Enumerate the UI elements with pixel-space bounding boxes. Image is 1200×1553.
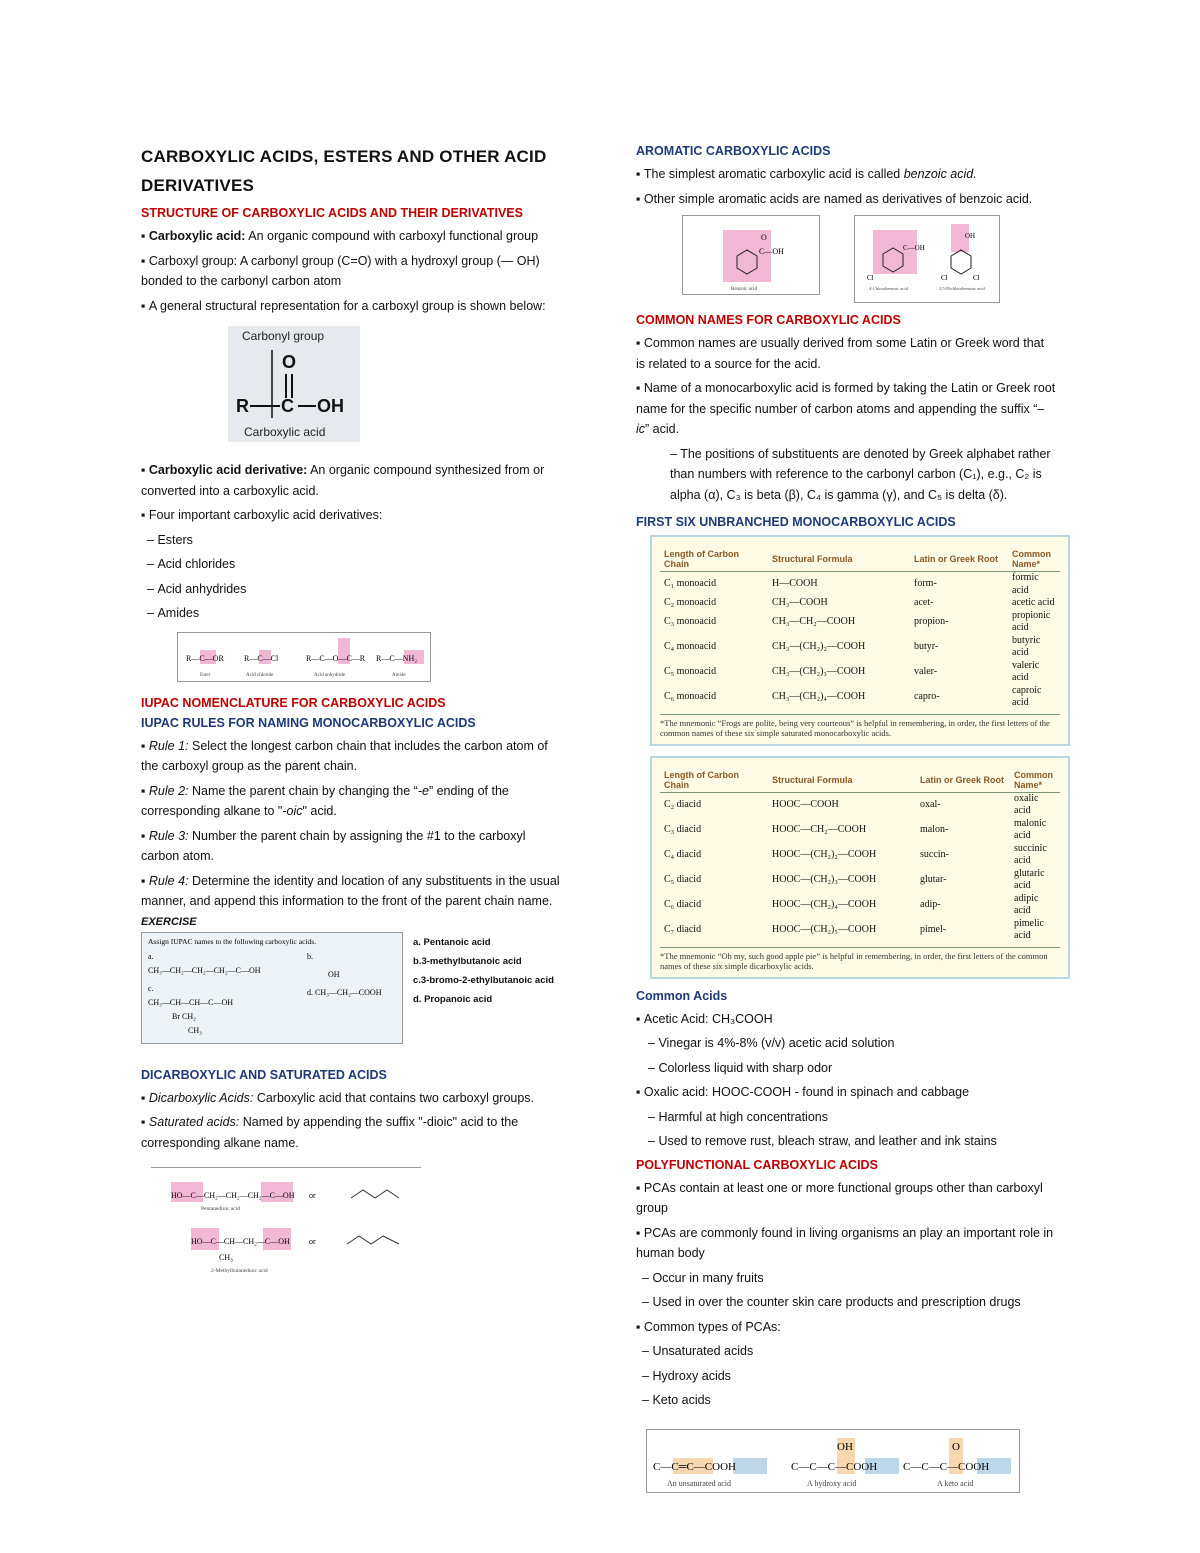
pca-o: O: [952, 1440, 960, 1453]
svg-text:R—C—Cl: R—C—Cl: [244, 653, 279, 663]
benzoic-label: Benzoic acid: [731, 287, 757, 292]
table-row: C₅ monoacid CH₃—(CH₂)₃—COOH valer- valeric acid: [664, 659, 1040, 683]
table-row: C₃ diacid HOOC—CH₂—COOH malon- malonic acid: [664, 817, 1047, 841]
bullet-pca-1: ▪ PCAs contain at least one or more functional groups other than carboxyl group: [636, 1178, 1056, 1219]
dicarboxylic-table: [660, 768, 1060, 943]
rule-2: ▪ Rule 2: Name the parent chain by changing the “-e” ending of the corresponding alkane to "-oic" acid.: [141, 781, 561, 822]
table-row: C₂ monoacid CH₃—COOH acet- acetic acid: [664, 597, 1055, 608]
substituted-benzoic-figure: [854, 215, 1000, 303]
heading-dicarboxylic: DICARBOXYLIC AND SATURATED ACIDS: [141, 1067, 387, 1082]
deriv-fig-amide: Amide: [392, 672, 406, 678]
deriv-acid-chlorides: – Acid chlorides: [141, 554, 561, 575]
deriv-amides: – Amides: [141, 603, 561, 624]
exercise-answers: [413, 934, 563, 1010]
mono-col-length: Length of Carbon Chain: [660, 547, 768, 572]
monocarboxylic-table: [660, 547, 1060, 710]
heading-common-names: COMMON NAMES FOR CARBOXYLIC ACIDS: [636, 313, 901, 327]
mono-table-note: *The mnemonic “Frogs are polite, being very courteous” is helpful in remembering, in order, the first letters of the common names of these six simple saturated monocarboxylic acids.: [660, 714, 1060, 738]
aromatic-figures: [682, 215, 1056, 303]
dicarb-formula-2: HO—C—CH—CH₂—C—OH: [191, 1237, 290, 1246]
bullet-acetic: ▪ Acetic Acid: CH₃COOH: [636, 1009, 1056, 1030]
exercise-prompt: Assign IUPAC names to the following carboxylic acids.: [148, 936, 317, 946]
dicarboxylic-table-box: [650, 756, 1070, 979]
pca-formula-keto: C—C—C—COOH: [903, 1460, 990, 1473]
answer-b: b.3-methylbutanoic acid: [413, 955, 522, 967]
rule-1: ▪ Rule 1: Select the longest carbon chain that includes the carbon atom of the carboxyl group as the parent chain.: [141, 736, 561, 777]
fig-oh-group: OH: [317, 396, 344, 416]
svg-text:CH₃: CH₃: [188, 1025, 202, 1035]
dichlorobenzoic-label: 3,5-Dichlorobenzoic acid: [939, 286, 985, 291]
di-col-common: Common Name*: [1010, 768, 1060, 793]
table-row: C₅ diacid HOOC—(CH₂)₃—COOH glutar- glutaric acid: [664, 867, 1045, 891]
fig-r-atom: R: [236, 396, 249, 416]
mono-col-formula: Structural Formula: [768, 547, 910, 572]
table-row: C₆ diacid HOOC—(CH₂)₄—COOH adip- adipic acid: [664, 892, 1039, 916]
di-col-length: Length of Carbon Chain: [660, 768, 768, 793]
heading-iupac: IUPAC NOMENCLATURE FOR CARBOXYLIC ACIDS: [141, 695, 446, 710]
bullet-pca-2: ▪ PCAs are commonly found in living organisms an play an important role in human body: [636, 1223, 1056, 1264]
dicarboxylic-figure: [151, 1167, 421, 1278]
monocarboxylic-table-box: [650, 535, 1070, 746]
answer-c: c.3-bromo-2-ethylbutanoic acid: [413, 974, 554, 986]
mono-col-root: Latin or Greek Root: [910, 547, 1008, 572]
pca-label-unsaturated: An unsaturated acid: [667, 1478, 731, 1488]
bullet-monocarboxylic-name: ▪ Name of a monocarboxylic acid is formed by taking the Latin or Greek root name for the specific number of carbon atoms and appending the suffix “–ic” acid.: [636, 378, 1056, 440]
bullet-latin-greek: ▪ Common names are usually derived from some Latin or Greek word that is related to a source for the acid.: [636, 333, 1056, 374]
deriv-esters: – Esters: [141, 530, 561, 551]
mono-col-common: Common Name*: [1008, 547, 1060, 572]
svg-text:a.: a.: [148, 951, 154, 961]
rule-4: ▪ Rule 4: Determine the identity and location of any substituents in the usual manner, and append this information to the front of the parent chain name.: [141, 871, 561, 912]
dicarb-formula-1: HO—C—CH₂—CH₂—CH₂—C—OH: [171, 1191, 295, 1200]
bullet-four-derivatives: ▪ Four important carboxylic acid derivatives:: [141, 505, 561, 526]
table-row: C₁ monoacid H—COOH form- formic acid: [664, 572, 1039, 596]
svg-text:R—C—O—C—R: R—C—O—C—R: [306, 653, 366, 663]
pca-sub-2: – Used in over the counter skin care products and prescription drugs: [636, 1292, 1056, 1313]
pca-type-unsaturated: – Unsaturated acids: [636, 1341, 1056, 1362]
bullet-general-structure: ▪ A general structural representation for a carboxyl group is shown below:: [141, 296, 561, 317]
svg-text:b.: b.: [307, 951, 313, 961]
dicarb-label-1: Pentanedioic acid: [201, 1206, 240, 1212]
svg-text:d. CH₃—CH₂—COOH: d. CH₃—CH₂—COOH: [307, 987, 382, 997]
svg-text:CH₃: CH₃: [219, 1253, 233, 1262]
di-col-formula: Structural Formula: [768, 768, 916, 793]
acetic-sub-2: – Colorless liquid with sharp odor: [636, 1058, 1056, 1079]
pca-sub-1: – Occur in many fruits: [636, 1268, 1056, 1289]
bullet-carboxyl-group: ▪ Carboxyl group: A carbonyl group (C=O) with a hydroxyl group (— OH) bonded to the carbonyl carbon atom: [141, 251, 561, 292]
pca-type-keto: – Keto acids: [636, 1390, 1056, 1411]
deriv-acid-anhydrides: – Acid anhydrides: [141, 579, 561, 600]
di-table-note: *The mnemonic “Oh my, such good apple pie” is helpful in remembering, in order, the first letters of the common names of these six simple dicarboxylic acids.: [660, 947, 1060, 971]
bullet-derivatives-benzoic: ▪ Other simple aromatic acids are named as derivatives of benzoic acid.: [636, 189, 1056, 210]
acetic-sub-1: – Vinegar is 4%-8% (v/v) acetic acid solution: [636, 1033, 1056, 1054]
bullet-derivative: ▪ Carboxylic acid derivative: An organic compound synthesized from or converted into a carboxylic acid.: [141, 460, 561, 501]
table-row: C₄ diacid HOOC—(CH₂)₂—COOH succin- succinic acid: [664, 842, 1047, 866]
svg-text:R—C—NH₂: R—C—NH₂: [376, 653, 418, 663]
pca-label-hydroxy: A hydroxy acid: [807, 1478, 857, 1488]
deriv-fig-ester: Ester: [200, 672, 211, 678]
fig-o-atom: O: [282, 352, 297, 372]
svg-text:Cl: Cl: [973, 274, 980, 282]
svg-text:Cl: Cl: [867, 274, 874, 282]
svg-text:C—OH: C—OH: [759, 247, 784, 256]
heading-common-acids: Common Acids: [636, 988, 728, 1003]
pca-type-hydroxy: – Hydroxy acids: [636, 1366, 1056, 1387]
bullet-benzoic: ▪ The simplest aromatic carboxylic acid is called benzoic acid.: [636, 164, 1056, 185]
rule-3: ▪ Rule 3: Number the parent chain by assigning the #1 to the carboxyl carbon atom.: [141, 826, 561, 867]
answer-a: a. Pentanoic acid: [413, 936, 491, 948]
answer-d: d. Propanoic acid: [413, 993, 493, 1005]
pca-figure: [646, 1429, 1020, 1493]
heading-first-six: FIRST SIX UNBRANCHED MONOCARBOXYLIC ACIDS: [636, 515, 956, 529]
benzoic-figure: [682, 215, 820, 295]
table-row: C₆ monoacid CH₃—(CH₂)₄—COOH capro- caproic acid: [664, 684, 1042, 708]
table-row: C₇ diacid HOOC—(CH₂)₅—COOH pimel- pimelic acid: [664, 917, 1044, 941]
svg-text:CH₃—CH₂—CH₂—CH₂—C—OH: CH₃—CH₂—CH₂—CH₂—C—OH: [148, 965, 261, 975]
exercise-figure: [141, 932, 403, 1044]
di-col-root: Latin or Greek Root: [916, 768, 1010, 793]
bullet-carboxylic-acid: ▪ Carboxylic acid: An organic compound with carboxyl functional group: [141, 226, 561, 247]
svg-text:C—OH: C—OH: [903, 244, 925, 252]
bullet-pca-types: ▪ Common types of PCAs:: [636, 1317, 1056, 1338]
carboxyl-group-figure: [228, 326, 360, 442]
deriv-fig-chloride: Acid chloride: [246, 672, 274, 678]
oxalic-sub-2: – Used to remove rust, bleach straw, and leather and ink stains: [636, 1131, 1056, 1152]
svg-text:CH₃—CH—CH—C—OH: CH₃—CH—CH—C—OH: [148, 997, 234, 1007]
right-column: [636, 142, 1056, 1493]
svg-text:O: O: [761, 233, 767, 242]
subheading-iupac-rules: IUPAC RULES FOR NAMING MONOCARBOXYLIC ACIDS: [141, 715, 476, 730]
chlorobenzoic-label: 4-Chlorobenzoic acid: [869, 286, 908, 291]
svg-text:Br CH₂: Br CH₂: [172, 1011, 196, 1021]
exercise-block: [141, 932, 561, 1054]
dicarb-label-2: 2-Methylbutanedioic acid: [211, 1268, 268, 1274]
dicarb-or-2: or: [309, 1237, 316, 1246]
svg-text:c.: c.: [148, 983, 154, 993]
pca-formula-unsaturated: C—C═C—COOH: [653, 1460, 736, 1473]
heading-polyfunctional: POLYFUNCTIONAL CARBOXYLIC ACIDS: [636, 1157, 878, 1172]
svg-text:OH: OH: [965, 232, 976, 240]
page-title: CARBOXYLIC ACIDS, ESTERS AND OTHER ACID DERIVATIVES: [141, 147, 547, 195]
fig-carboxylic-label: Carboxylic acid: [244, 425, 326, 439]
deriv-fig-anhydride: Acid anhydride: [314, 672, 345, 678]
heading-structure: STRUCTURE OF CARBOXYLIC ACIDS AND THEIR DERIVATIVES: [141, 206, 523, 220]
svg-text:R—C—OR: R—C—OR: [186, 653, 224, 663]
oxalic-sub-1: – Harmful at high concentrations: [636, 1107, 1056, 1128]
greek-positions: – The positions of substituents are denoted by Greek alphabet rather than numbers with reference to the carbonyl carbon (C₁), e.g., C₂ is alpha (α), C₃ is beta (β), C₄ is gamma (γ), and C₅ is delta (δ).: [670, 446, 1051, 502]
table-row: C₃ monoacid CH₃—CH₂—COOH propion- propionic acid: [664, 609, 1051, 633]
bullet-saturated: ▪ Saturated acids: Named by appending the suffix "-dioic" acid to the corresponding alkane name.: [141, 1112, 561, 1153]
table-row: C₂ diacid HOOC—COOH oxal- oxalic acid: [664, 792, 1039, 816]
fig-c-atom: C: [281, 396, 294, 416]
derivatives-figure: [177, 632, 431, 682]
bullet-dicarboxylic: ▪ Dicarboxylic Acids: Carboxylic acid that contains two carboxyl groups.: [141, 1088, 561, 1109]
pca-oh: OH: [837, 1440, 853, 1453]
fig-carbonyl-label: Carbonyl group: [242, 329, 325, 343]
svg-text:Cl: Cl: [941, 274, 948, 282]
heading-aromatic: AROMATIC CARBOXYLIC ACIDS: [636, 144, 831, 158]
table-row: C₄ monoacid CH₃—(CH₂)₂—COOH butyr- butyric acid: [664, 634, 1041, 658]
pca-formula-hydroxy: C—C—C—COOH: [791, 1460, 878, 1473]
dicarb-or-1: or: [309, 1191, 316, 1200]
pca-label-keto: A keto acid: [937, 1478, 974, 1488]
exercise-label: EXERCISE: [141, 915, 197, 928]
left-column: [141, 142, 561, 1278]
bullet-oxalic: ▪ Oxalic acid: HOOC-COOH - found in spinach and cabbage: [636, 1082, 1056, 1103]
svg-text:OH: OH: [328, 969, 340, 979]
